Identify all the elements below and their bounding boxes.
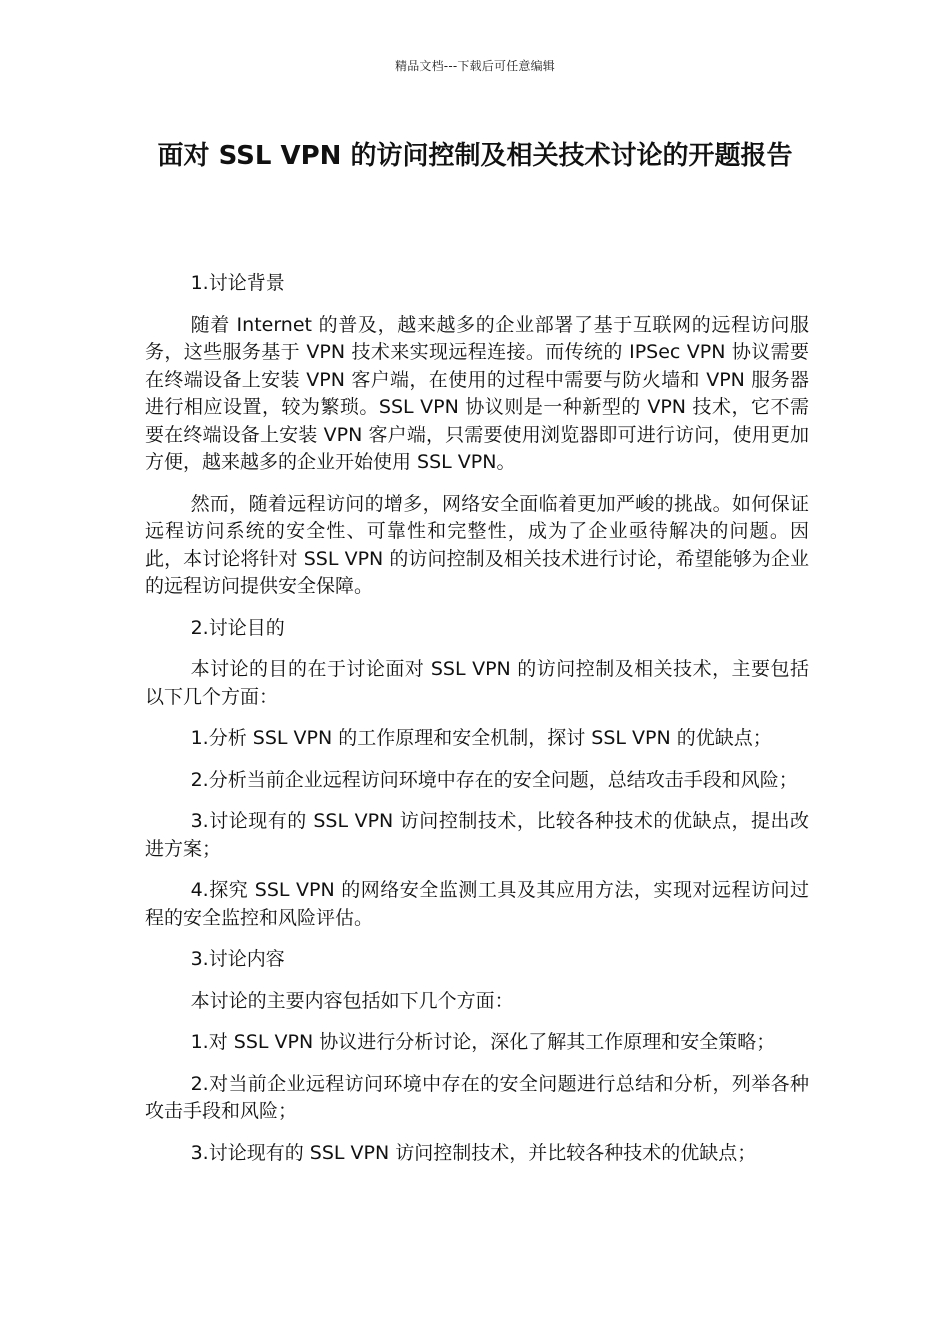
paragraph-purpose-intro: 本讨论的目的在于讨论面对 SSL VPN 的访问控制及相关技术，主要包括以下几个方面： — [145, 658, 809, 708]
list-item-purpose-4: 4.探究 SSL VPN 的网络安全监测工具及其应用方法，实现对远程访问过程的安全监控和风险评估。 — [145, 879, 809, 929]
section-heading-content: 3.讨论内容 — [190, 948, 285, 970]
document-body — [145, 270, 809, 1181]
paragraph-background-2: 然而，随着远程访问的增多，网络安全面临着更加严峻的挑战。如何保证远程访问系统的安全性、可靠性和完整性，成为了企业亟待解决的问题。因此，本讨论将针对 SSL VPN 的访问控制及相关技术进行讨论，希望能够为企业的远程访问提供安全保障。 — [145, 492, 809, 597]
paragraph-content-intro: 本讨论的主要内容包括如下几个方面： — [190, 989, 514, 1012]
list-item-purpose-2: 2.分析当前企业远程访问环境中存在的安全问题，总结攻击手段和风险； — [190, 768, 798, 791]
list-item-content-3: 3.讨论现有的 SSL VPN 访问控制技术，并比较各种技术的优缺点； — [190, 1141, 757, 1164]
list-item-content-1: 1.对 SSL VPN 协议进行分析讨论，深化了解其工作原理和安全策略； — [190, 1031, 776, 1053]
list-item-content-2: 2.对当前企业远程访问环境中存在的安全问题进行总结和分析，列举各种攻击手段和风险； — [145, 1072, 809, 1122]
paragraph-background-1: 随着 Internet 的普及，越来越多的企业部署了基于互联网的远程访问服务，这些服务基于 VPN 技术来实现远程连接。而传统的 IPSec VPN 协议需要在终端设备上安装 VPN 客户端，在使用的过程中需要与防火墙和 VPN 服务器进行相应设置，较为繁琐。SSL VPN 协议则是一种新型的 VPN 技术，它不需要在终端设备上安装 VPN 客户端，只需要使用浏览器即可进行访问，使用更加方便，越来越多的企业开始使用 SSL VPN。 — [145, 313, 809, 473]
header-note: 精品文档---下载后可任意编辑 — [395, 59, 555, 73]
section-heading-purpose: 2.讨论目的 — [190, 616, 285, 639]
document-title: 面对 SSL VPN 的访问控制及相关技术讨论的开题报告 — [157, 141, 793, 171]
section-heading-background: 1.讨论背景 — [190, 272, 285, 294]
list-item-purpose-1: 1.分析 SSL VPN 的工作原理和安全机制，探讨 SSL VPN 的优缺点； — [190, 727, 772, 749]
list-item-purpose-3: 3.讨论现有的 SSL VPN 访问控制技术，比较各种技术的优缺点，提出改进方案； — [145, 810, 809, 860]
